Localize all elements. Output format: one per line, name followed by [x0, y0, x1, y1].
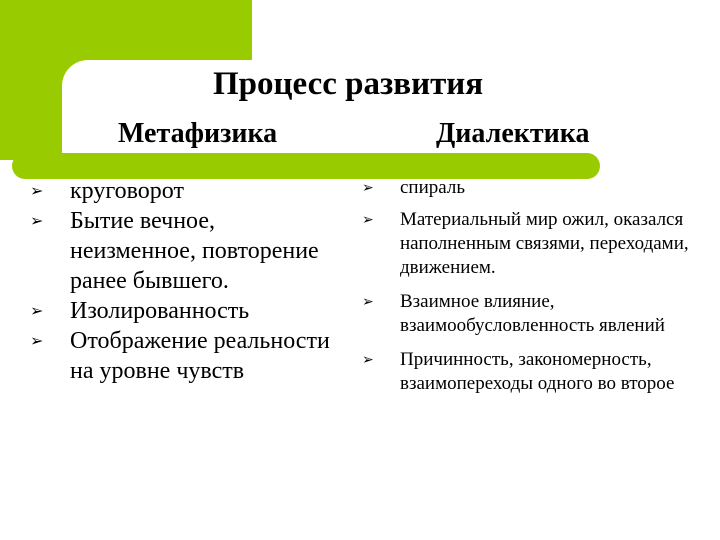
arrow-bullet-icon: ➢	[362, 212, 374, 228]
arrow-bullet-icon: ➢	[30, 301, 44, 320]
metaphysics-list	[30, 176, 340, 386]
list-item-text: Взаимное влияние, взаимообусловленность явлений	[400, 291, 665, 336]
list-item	[362, 290, 692, 338]
list-item-text: Бытие вечное, неизменное, повторение ранее бывшего.	[70, 208, 319, 294]
list-item	[30, 296, 340, 326]
dialectics-list	[362, 176, 692, 396]
arrow-bullet-icon: ➢	[30, 331, 44, 350]
list-item	[30, 176, 340, 206]
arrow-bullet-icon: ➢	[362, 352, 374, 368]
list-item-text: круговорот	[70, 178, 184, 204]
list-item	[30, 206, 340, 296]
list-item-text: Изолированность	[70, 298, 250, 324]
list-item	[30, 326, 340, 386]
list-item-text: Материальный мир ожил, оказался наполненным связями, переходами, движением.	[400, 209, 689, 278]
arrow-bullet-icon: ➢	[30, 181, 44, 200]
arrow-bullet-icon: ➢	[362, 294, 374, 310]
list-item-text: Отображение реальности на уровне чувств	[70, 328, 330, 384]
list-item-text: спираль	[400, 177, 466, 198]
arrow-bullet-icon: ➢	[362, 180, 374, 196]
metaphysics-heading: Метафизика	[118, 118, 278, 149]
list-item-text: Причинность, закономерность, взаимопереходы одного во второе	[400, 349, 675, 394]
list-item	[362, 208, 692, 280]
slide-title: Процесс развития	[213, 66, 484, 102]
dialectics-heading: Диалектика	[436, 118, 590, 149]
list-item	[362, 176, 692, 200]
arrow-bullet-icon: ➢	[30, 211, 44, 230]
list-item	[362, 348, 692, 396]
